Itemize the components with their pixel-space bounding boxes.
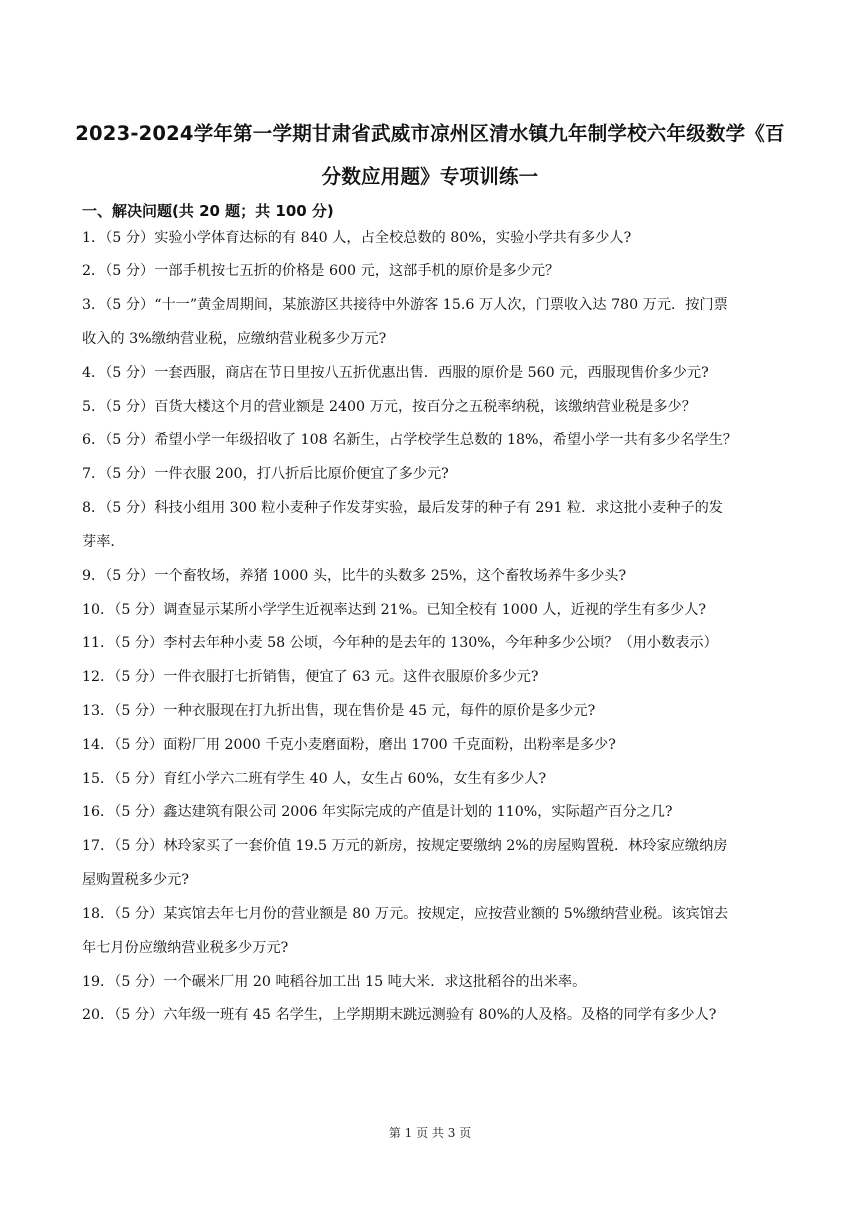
question-item xyxy=(82,262,782,280)
question-number: 6． xyxy=(82,432,106,448)
question-number: 16． xyxy=(82,804,115,820)
question-item xyxy=(82,770,782,788)
question-item xyxy=(82,973,782,991)
question-text: 一个碾米厂用 20 吨稻谷加工出 15 吨大米．求这批稻谷的出米率。 xyxy=(163,974,587,990)
question-points: （5 分） xyxy=(105,466,155,482)
question-text: 调查显示某所小学学生近视率达到 21%。已知全校有 1000 人，近视的学生有多少人? xyxy=(163,602,707,618)
question-text: 一部手机按七五折的价格是 600 元，这部手机的原价是多少元？ xyxy=(154,263,560,279)
question-points: （5 分） xyxy=(114,635,164,651)
question-points: （5 分） xyxy=(105,263,155,279)
question-points: （5 分） xyxy=(114,669,164,685)
question-number: 19． xyxy=(82,974,115,990)
question-points: （5 分） xyxy=(105,230,155,246)
question-points: （5 分） xyxy=(114,974,164,990)
question-points: （5 分） xyxy=(114,771,164,787)
question-text: 一套西服，商店在节日里按八五折优惠出售．西服的原价是 560 元，西服现售价多少元? xyxy=(154,365,709,381)
question-text: 鑫达建筑有限公司 2006 年实际完成的产值是计划的 110%，实际超产百分之几? xyxy=(163,804,673,820)
question-text-continued: 收入的 3%缴纳营业税，应缴纳营业税多少万元? xyxy=(82,331,387,347)
question-points: （5 分） xyxy=(114,906,164,922)
question-number: 15． xyxy=(82,771,115,787)
question-text: 实验小学体育达标的有 840 人，占全校总数的 80%，实验小学共有多少人? xyxy=(154,230,632,246)
question-item xyxy=(82,364,782,382)
question-item xyxy=(82,837,782,855)
question-item xyxy=(82,567,782,585)
question-item xyxy=(82,431,782,449)
question-points: （5 分） xyxy=(105,500,155,516)
question-text: 面粉厂用 2000 千克小麦磨面粉，磨出 1700 千克面粉，出粉率是多少? xyxy=(163,737,616,753)
question-points: （5 分） xyxy=(114,737,164,753)
question-points: （5 分） xyxy=(114,1007,164,1023)
question-text-continued: 年七月份应缴纳营业税多少万元? xyxy=(82,940,289,956)
question-text: 六年级一班有 45 名学生，上学期期末跳远测验有 80%的人及格。及格的同学有多少人? xyxy=(163,1007,717,1023)
question-points: （5 分） xyxy=(114,602,164,618)
question-number: 20． xyxy=(82,1007,115,1023)
question-item xyxy=(82,905,782,923)
question-points: （5 分） xyxy=(114,804,164,820)
question-item xyxy=(82,229,782,247)
question-text: 一种衣服现在打九折出售，现在售价是 45 元，每件的原价是多少元? xyxy=(163,703,596,719)
question-item xyxy=(82,465,782,483)
question-item xyxy=(82,601,782,619)
question-number: 2． xyxy=(82,263,106,279)
question-points: （5 分） xyxy=(105,568,155,584)
question-points: （5 分） xyxy=(105,365,155,381)
question-number: 10． xyxy=(82,602,115,618)
question-number: 3． xyxy=(82,297,106,313)
question-item xyxy=(82,702,782,720)
question-text: 一件衣服 200，打八折后比原价便宜了多少元? xyxy=(154,466,449,482)
question-text: 林玲家买了一套价值 19.5 万元的新房，按规定要缴纳 2%的房屋购置税．林玲家应缴纳房 xyxy=(163,838,728,854)
document-title-line-2: 分数应用题》专项训练一 xyxy=(321,165,539,188)
question-text: 一个畜牧场，养猪 1000 头，比牛的头数多 25%，这个畜牧场养牛多少头? xyxy=(154,568,627,584)
question-text: 百货大楼这个月的营业额是 2400 万元，按百分之五税率纳税，该缴纳营业税是多少？ xyxy=(154,399,696,415)
question-text-continued: 屋购置税多少元? xyxy=(82,872,189,888)
document-title-line-1: 2023-2024学年第一学期甘肃省武威市凉州区清水镇九年制学校六年级数学《百 xyxy=(75,122,785,145)
question-text: 育红小学六二班有学生 40 人，女生占 60%，女生有多少人? xyxy=(163,771,547,787)
question-points: （5 分） xyxy=(105,399,155,415)
question-number: 9． xyxy=(82,568,106,584)
question-item xyxy=(82,634,782,652)
question-text: 希望小学一年级招收了 108 名新生，占学校学生总数的 18%，希望小学一共有多少名学生？ xyxy=(154,432,738,448)
question-number: 17． xyxy=(82,838,115,854)
page-footer: 第 1 页 共 3 页 xyxy=(388,1126,472,1140)
question-item xyxy=(82,803,782,821)
question-item xyxy=(82,736,782,754)
question-points: （5 分） xyxy=(114,703,164,719)
question-item xyxy=(82,668,782,686)
question-number: 5． xyxy=(82,399,106,415)
question-text: 科技小组用 300 粒小麦种子作发芽实验，最后发芽的种子有 291 粒．求这批小麦种子的发 xyxy=(154,500,723,516)
question-points: （5 分） xyxy=(105,432,155,448)
question-text: 李村去年种小麦 58 公顷，今年种的是去年的 130%，今年种多少公顷？（用小数表示） xyxy=(163,635,718,651)
question-number: 11． xyxy=(82,635,115,651)
section-heading: 一、解决问题(共 20 题；共 100 分) xyxy=(82,202,334,220)
question-item xyxy=(82,398,782,416)
question-item xyxy=(82,1006,782,1024)
question-number: 8． xyxy=(82,500,106,516)
question-text: “十一”黄金周期间，某旅游区共接待中外游客 15.6 万人次，门票收入达 780 万元．按门票 xyxy=(154,297,728,313)
question-number: 1． xyxy=(82,230,106,246)
question-points: （5 分） xyxy=(114,838,164,854)
question-text: 某宾馆去年七月份的营业额是 80 万元。按规定，应按营业额的 5%缴纳营业税。该宾馆去 xyxy=(163,906,729,922)
question-number: 4． xyxy=(82,365,106,381)
question-number: 7． xyxy=(82,466,106,482)
question-item xyxy=(82,296,782,314)
question-text: 一件衣服打七折销售，便宜了 63 元。这件衣服原价多少元? xyxy=(163,669,539,685)
question-points: （5 分） xyxy=(105,297,155,313)
question-number: 14． xyxy=(82,737,115,753)
question-item xyxy=(82,499,782,517)
question-number: 12． xyxy=(82,669,115,685)
question-number: 13． xyxy=(82,703,115,719)
question-text-continued: 芽率． xyxy=(82,534,125,550)
question-number: 18． xyxy=(82,906,115,922)
